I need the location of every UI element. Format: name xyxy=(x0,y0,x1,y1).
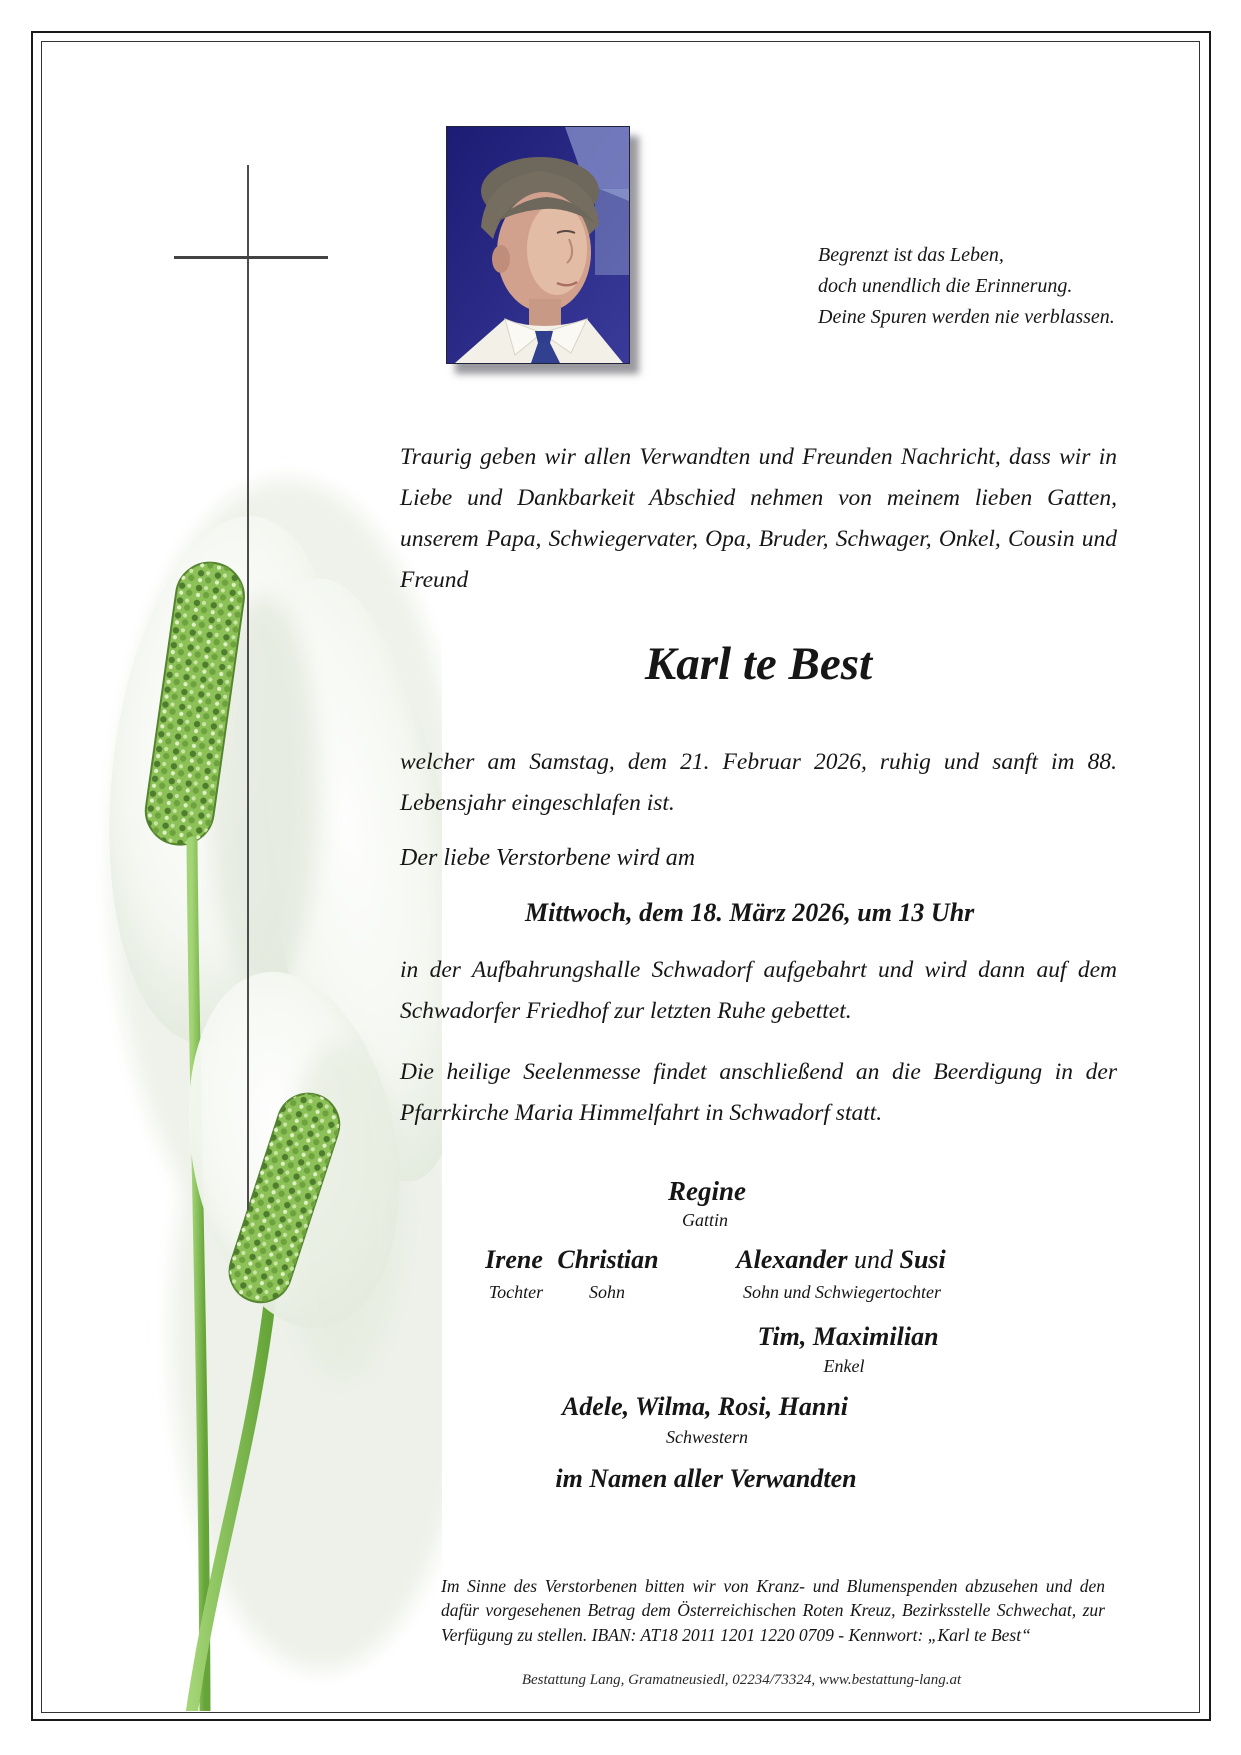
mourner-daughter-relation: Tochter xyxy=(488,1282,544,1302)
memorial-cross-icon xyxy=(247,165,249,1210)
mourner-daughter-name: Irene xyxy=(485,1245,543,1274)
mourner-widow-relation: Gattin xyxy=(681,1210,729,1230)
deceased-name: Karl te Best xyxy=(644,638,873,690)
deceased-portrait xyxy=(446,126,630,364)
mourner-grandchildren-names: Tim, Maximilian xyxy=(757,1322,939,1351)
death-paragraph: welcher am Samstag, dem 21. Februar 2026, ruhig und sanft im 88. Lebensjahr eingeschlafen ist. xyxy=(400,749,1117,816)
mourner-son2-group xyxy=(736,1245,946,1275)
ceremony-datetime: Mittwoch, dem 18. März 2026, um 13 Uhr xyxy=(525,898,975,927)
intro-paragraph: Traurig geben wir allen Verwandten und Freunden Nachricht, dass wir in Liebe und Dankbarkeit Abschied nehmen von meinem lieben Gatten, unserem Papa, Schwiegervater, Opa, Bruder, Schwager, Onkel, Cousin und Freund xyxy=(400,444,1117,593)
laying-lead: Der liebe Verstorbene wird am xyxy=(400,845,696,871)
mass-paragraph: Die heilige Seelenmesse findet anschließend an die Beerdigung in der Pfarrkirche Maria Himmelfahrt in Schwadorf statt. xyxy=(400,1059,1117,1126)
mourner-connector: und xyxy=(853,1245,900,1274)
mourner-son2-relation: Sohn und Schwiegertochter xyxy=(743,1282,941,1302)
mourner-sisters-relation: Schwestern xyxy=(666,1427,748,1447)
mourner-widow-name: Regine xyxy=(668,1176,746,1206)
closing-line: im Namen aller Verwandten xyxy=(555,1464,857,1493)
peace-lily-flower xyxy=(42,450,442,1711)
mourner-grandchildren-relation: Enkel xyxy=(823,1356,865,1376)
memorial-cross-bar xyxy=(174,256,328,259)
donation-note: Im Sinne des Verstorbenen bitten wir von Kranz- und Blumenspenden abzusehen und den dafür vorgesehenen Betrag dem Österreichischen Roten Kreuz, Bezirksstelle Schwechat, zur Verfügung zu stellen. IBAN: AT18 2011 1201 1220 0709 - Kennwort: „Karl te Best“ xyxy=(441,1575,1105,1645)
undertaker-footer: Bestattung Lang, Gramatneusiedl, 02234/73324, www.bestattung-lang.at xyxy=(521,1672,962,1688)
mourner-son2-name: Alexander xyxy=(736,1245,848,1274)
quote-line: doch unendlich die Erinnerung. xyxy=(818,275,1073,297)
mourner-sisters-names: Adele, Wilma, Rosi, Hanni xyxy=(561,1392,849,1421)
memorial-quote xyxy=(818,240,1138,333)
laying-paragraph: in der Aufbahrungshalle Schwadorf aufgebahrt und wird dann auf dem Schwadorfer Friedhof zur letzten Ruhe gebettet. xyxy=(400,957,1117,1024)
quote-line: Deine Spuren werden nie verblassen. xyxy=(818,306,1115,328)
mourner-son-name: Christian xyxy=(557,1245,659,1274)
mourner-daughter-in-law-name: Susi xyxy=(899,1245,946,1274)
mourner-son-relation: Sohn xyxy=(589,1282,625,1302)
quote-line: Begrenzt ist das Leben, xyxy=(818,244,1004,266)
